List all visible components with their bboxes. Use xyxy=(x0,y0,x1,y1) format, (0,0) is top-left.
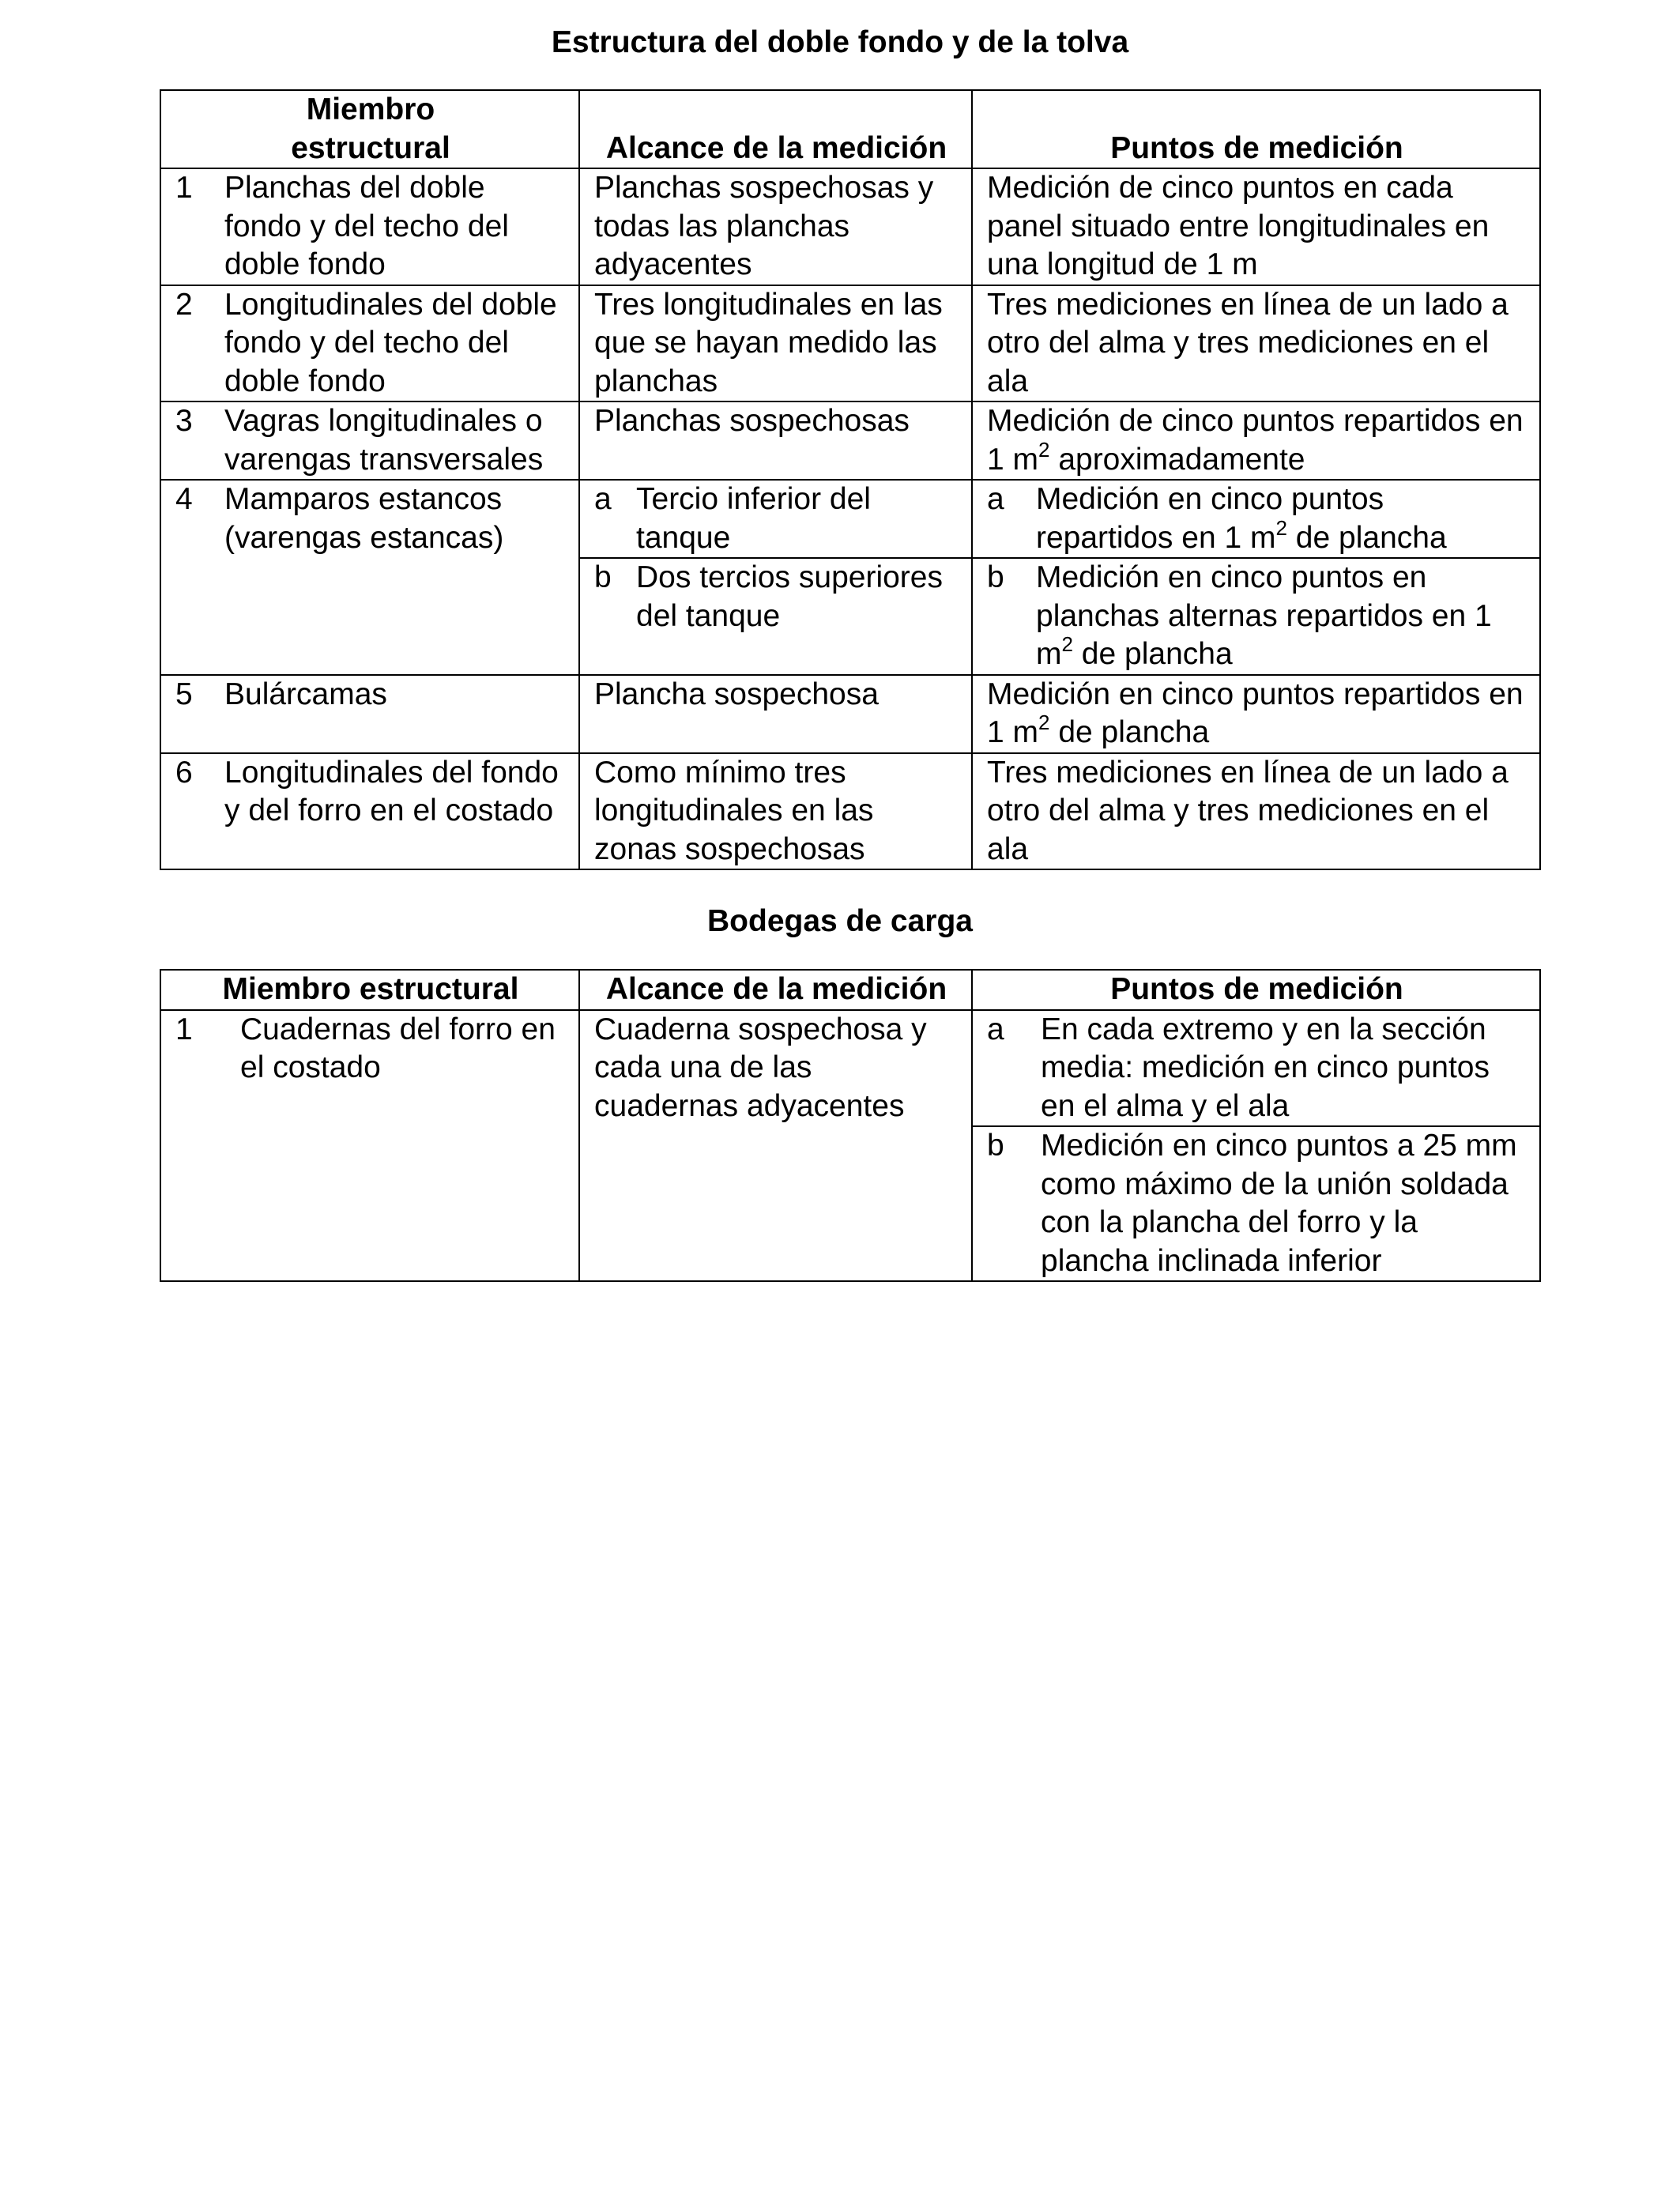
member-cell xyxy=(160,285,579,402)
points-cell-a xyxy=(972,1010,1540,1127)
member-text: Bulárcamas xyxy=(224,677,387,711)
table-row xyxy=(160,401,1540,480)
header-scope: Alcance de la medición xyxy=(579,970,972,1010)
table-header-row xyxy=(160,90,1540,168)
member-text: Mamparos estancos (varengas estancas) xyxy=(224,482,504,555)
scope-cell: Tres longitudinales en las que se hayan medido las planchas xyxy=(579,285,972,402)
header-points: Puntos de medición xyxy=(972,970,1540,1010)
row-number: 4 xyxy=(175,482,193,516)
table-row xyxy=(160,480,1540,558)
section-title-cargo-holds: Bodegas de carga xyxy=(707,904,973,938)
header-points: Puntos de medición xyxy=(972,90,1540,168)
header-scope: Alcance de la medición xyxy=(579,90,972,168)
row-number: 2 xyxy=(175,287,193,322)
table-row xyxy=(160,1010,1540,1127)
table-header-row xyxy=(160,970,1540,1010)
scope-cell-b xyxy=(579,558,972,675)
sub-letter: a xyxy=(987,1012,1004,1046)
member-cell xyxy=(160,401,579,480)
scope-text: Tercio inferior del tanque xyxy=(636,482,871,555)
points-text: Medición en cinco puntos a 25 mm como máximo de la unión soldada con la plancha del forro y la plancha inclinada inferior xyxy=(1041,1129,1517,1278)
row-number: 1 xyxy=(175,171,193,205)
points-cell: Tres mediciones en línea de un lado a otro del alma y tres mediciones en el ala xyxy=(972,753,1540,870)
member-cell xyxy=(160,1010,579,1282)
member-cell xyxy=(160,675,579,753)
sub-letter: a xyxy=(594,482,612,516)
double-bottom-table xyxy=(160,89,1541,870)
row-number: 3 xyxy=(175,404,193,438)
points-text: En cada extremo y en la sección media: medición en cinco puntos en el alma y el ala xyxy=(1041,1012,1490,1123)
row-number: 6 xyxy=(175,755,193,790)
row-number: 5 xyxy=(175,677,193,711)
member-cell xyxy=(160,753,579,870)
member-text: Vagras longitudinales o varengas transversales xyxy=(224,404,544,477)
table-row xyxy=(160,285,1540,402)
points-cell: Medición de cinco puntos repartidos en 1 $m^2$ aproximadamente xyxy=(972,401,1540,480)
scope-cell: Cuaderna sospechosa y cada una de las cuadernas adyacentes xyxy=(579,1010,972,1282)
points-text: Medición en cinco puntos en planchas alternas repartidos en 1 $m^2$ de plancha xyxy=(1036,560,1492,671)
points-text: Medición en cinco puntos repartidos en 1 $m^2$ de plancha xyxy=(1036,482,1447,555)
row-number: 1 xyxy=(175,1012,193,1046)
member-text: Planchas del doble fondo y del techo del doble fondo xyxy=(224,171,509,281)
member-text: Longitudinales del doble fondo y del techo del doble fondo xyxy=(224,287,557,398)
points-cell: Medición en cinco puntos repartidos en 1 $m^2$ de plancha xyxy=(972,675,1540,753)
member-cell xyxy=(160,480,579,675)
cargo-holds-table xyxy=(160,969,1541,1282)
scope-cell-a xyxy=(579,480,972,558)
points-cell-b xyxy=(972,558,1540,675)
points-cell: Tres mediciones en línea de un lado a otro del alma y tres mediciones en el ala xyxy=(972,285,1540,402)
member-text: Cuadernas del forro en el costado xyxy=(240,1012,556,1084)
member-cell xyxy=(160,168,579,285)
section-title-double-bottom: Estructura del doble fondo y de la tolva xyxy=(551,25,1129,59)
points-cell-b xyxy=(972,1126,1540,1281)
member-text: Longitudinales del fondo y del forro en el costado xyxy=(224,755,559,827)
header-member: Miembro estructural xyxy=(160,970,579,1010)
scope-text: Dos tercios superiores del tanque xyxy=(636,560,943,633)
scope-cell: Plancha sospechosa xyxy=(579,675,972,753)
table-row xyxy=(160,753,1540,870)
table-row xyxy=(160,168,1540,285)
points-cell-a xyxy=(972,480,1540,558)
header-member: Miembro estructural xyxy=(160,90,579,168)
scope-cell: Planchas sospechosas xyxy=(579,401,972,480)
sub-letter: a xyxy=(987,482,1004,516)
sub-letter: b xyxy=(987,560,1004,594)
scope-cell: Planchas sospechosas y todas las planchas adyacentes xyxy=(579,168,972,285)
sub-letter: b xyxy=(594,560,612,594)
sub-letter: b xyxy=(987,1129,1004,1163)
points-cell: Medición de cinco puntos en cada panel situado entre longitudinales en una longitud de 1 m xyxy=(972,168,1540,285)
table-row xyxy=(160,675,1540,753)
scope-cell: Como mínimo tres longitudinales en las zonas sospechosas xyxy=(579,753,972,870)
